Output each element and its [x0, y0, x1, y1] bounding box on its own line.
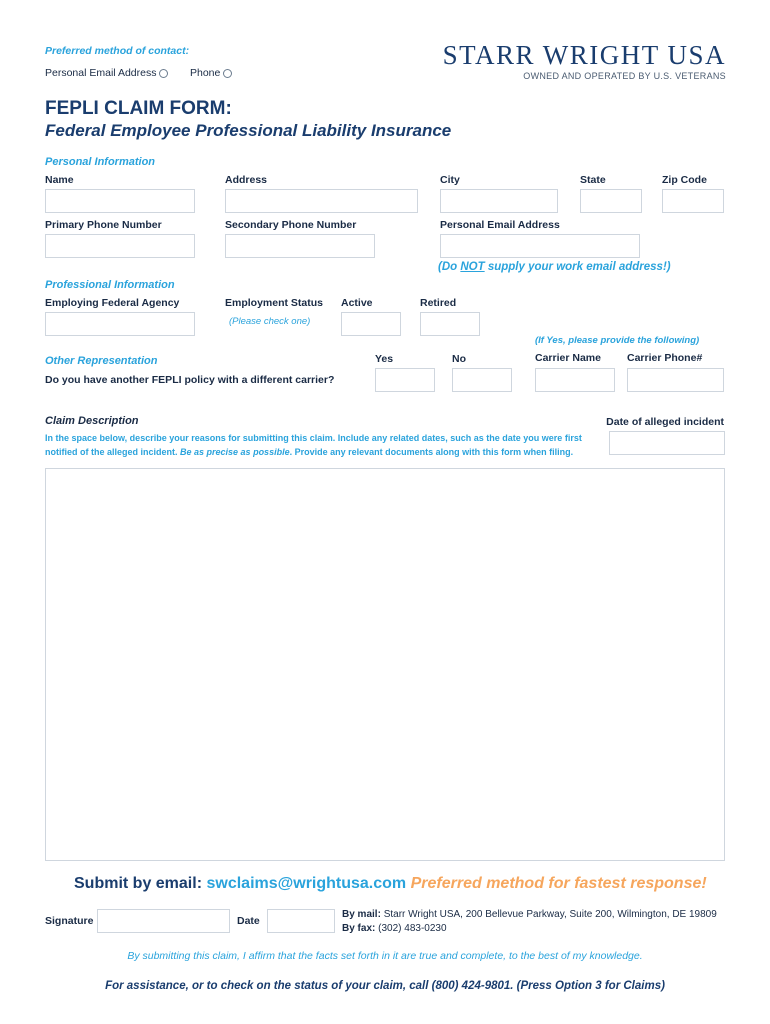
name-field[interactable] — [45, 189, 195, 213]
other-heading: Other Representation — [45, 355, 158, 367]
active-checkbox[interactable] — [341, 312, 401, 336]
contact-heading: Preferred method of contact: — [45, 45, 190, 57]
claim-heading: Claim Description — [45, 415, 139, 427]
address-label: Address — [225, 174, 268, 186]
assistance-text: For assistance, or to check on the status of your claim, call (800) 424-9801. (Press Option 3 for Claims) — [105, 980, 665, 992]
submit-email-line — [74, 875, 707, 893]
fax-line — [342, 922, 732, 936]
personal-email-label: Personal Email Address — [440, 219, 560, 231]
carrier-name-field[interactable] — [535, 368, 615, 392]
agency-field[interactable] — [45, 312, 195, 336]
contact-phone-label: Phone — [190, 67, 221, 79]
other-policy-question: Do you have another FEPLI policy with a different carrier? — [45, 374, 335, 386]
status-note: (Please check one) — [229, 316, 311, 327]
address-field[interactable] — [225, 189, 418, 213]
contact-phone-option[interactable] — [190, 67, 232, 79]
primary-phone-label: Primary Phone Number — [45, 219, 162, 231]
email-warning-post: supply your work email address!) — [484, 261, 671, 273]
primary-phone-field[interactable] — [45, 234, 195, 258]
fax-label: By fax: — [342, 923, 376, 934]
date-label: Date — [237, 915, 260, 927]
agency-label: Employing Federal Agency — [45, 297, 180, 309]
yes-checkbox[interactable] — [375, 368, 435, 392]
mail-line — [342, 908, 732, 922]
yes-label: Yes — [375, 353, 394, 365]
state-field[interactable] — [580, 189, 642, 213]
claim-description-textarea[interactable] — [45, 468, 725, 861]
zip-label: Zip Code — [662, 174, 707, 186]
incident-date-field[interactable] — [609, 431, 725, 455]
if-yes-note: (If Yes, please provide the following) — [535, 335, 700, 346]
carrier-name-label: Carrier Name — [535, 352, 601, 364]
zip-field[interactable] — [662, 189, 724, 213]
personal-heading: Personal Information — [45, 156, 156, 168]
form-title: FEPLI CLAIM FORM: — [45, 98, 232, 119]
submit-email-link[interactable]: swclaims@wrightusa.com — [206, 875, 407, 892]
city-label: City — [440, 174, 460, 186]
brand-logo: STARR WRIGHT USA — [442, 40, 726, 70]
claim-instructions-a: In the space below, describe your reasons for submitting this claim. Include any related dates, such as the date you were first notified of the alleged incident. — [45, 433, 582, 457]
mail-label: By mail: — [342, 909, 381, 920]
employment-status-label: Employment Status — [225, 297, 324, 309]
personal-email-field[interactable] — [440, 234, 640, 258]
claim-instructions-b: Be as precise as possible — [180, 447, 290, 457]
retired-checkbox[interactable] — [420, 312, 480, 336]
name-label: Name — [45, 174, 74, 186]
carrier-phone-field[interactable] — [627, 368, 724, 392]
affirmation-text: By submitting this claim, I affirm that the facts set forth in it are true and complete, to the best of my knowledge. — [127, 950, 643, 962]
professional-heading: Professional Information — [45, 279, 175, 291]
signature-field[interactable] — [97, 909, 230, 933]
contact-phone-radio[interactable] — [223, 69, 232, 78]
claim-instructions-c: . Provide any relevant documents along with this form when filing. — [289, 447, 574, 457]
date-field[interactable] — [267, 909, 335, 933]
incident-date-label: Date of alleged incident — [606, 416, 724, 428]
contact-email-label: Personal Email Address — [45, 67, 157, 79]
contact-email-radio[interactable] — [159, 69, 168, 78]
state-label: State — [580, 174, 606, 186]
email-warning-pre: (Do — [438, 261, 461, 273]
carrier-phone-label: Carrier Phone# — [627, 352, 703, 364]
secondary-phone-label: Secondary Phone Number — [225, 219, 357, 231]
no-checkbox[interactable] — [452, 368, 512, 392]
email-warning — [438, 261, 671, 273]
active-label: Active — [341, 297, 373, 309]
secondary-phone-field[interactable] — [225, 234, 375, 258]
mail-address: Starr Wright USA, 200 Bellevue Parkway, Suite 200, Wilmington, DE 19809 — [383, 909, 717, 920]
signature-label: Signature — [45, 915, 94, 927]
fax-number: (302) 483-0230 — [378, 923, 447, 934]
no-label: No — [452, 353, 466, 365]
city-field[interactable] — [440, 189, 558, 213]
retired-label: Retired — [420, 297, 457, 309]
submit-prefix: Submit by email: — [74, 875, 203, 892]
submit-preferred-note: Preferred method for fastest response! — [410, 875, 707, 892]
contact-email-option[interactable] — [45, 67, 168, 79]
email-warning-not: NOT — [460, 261, 485, 273]
brand-tagline: OWNED AND OPERATED BY U.S. VETERANS — [523, 71, 726, 81]
mail-fax-info — [342, 908, 732, 936]
form-subtitle: Federal Employee Professional Liability Insurance — [45, 121, 452, 140]
claim-instructions — [45, 431, 605, 459]
